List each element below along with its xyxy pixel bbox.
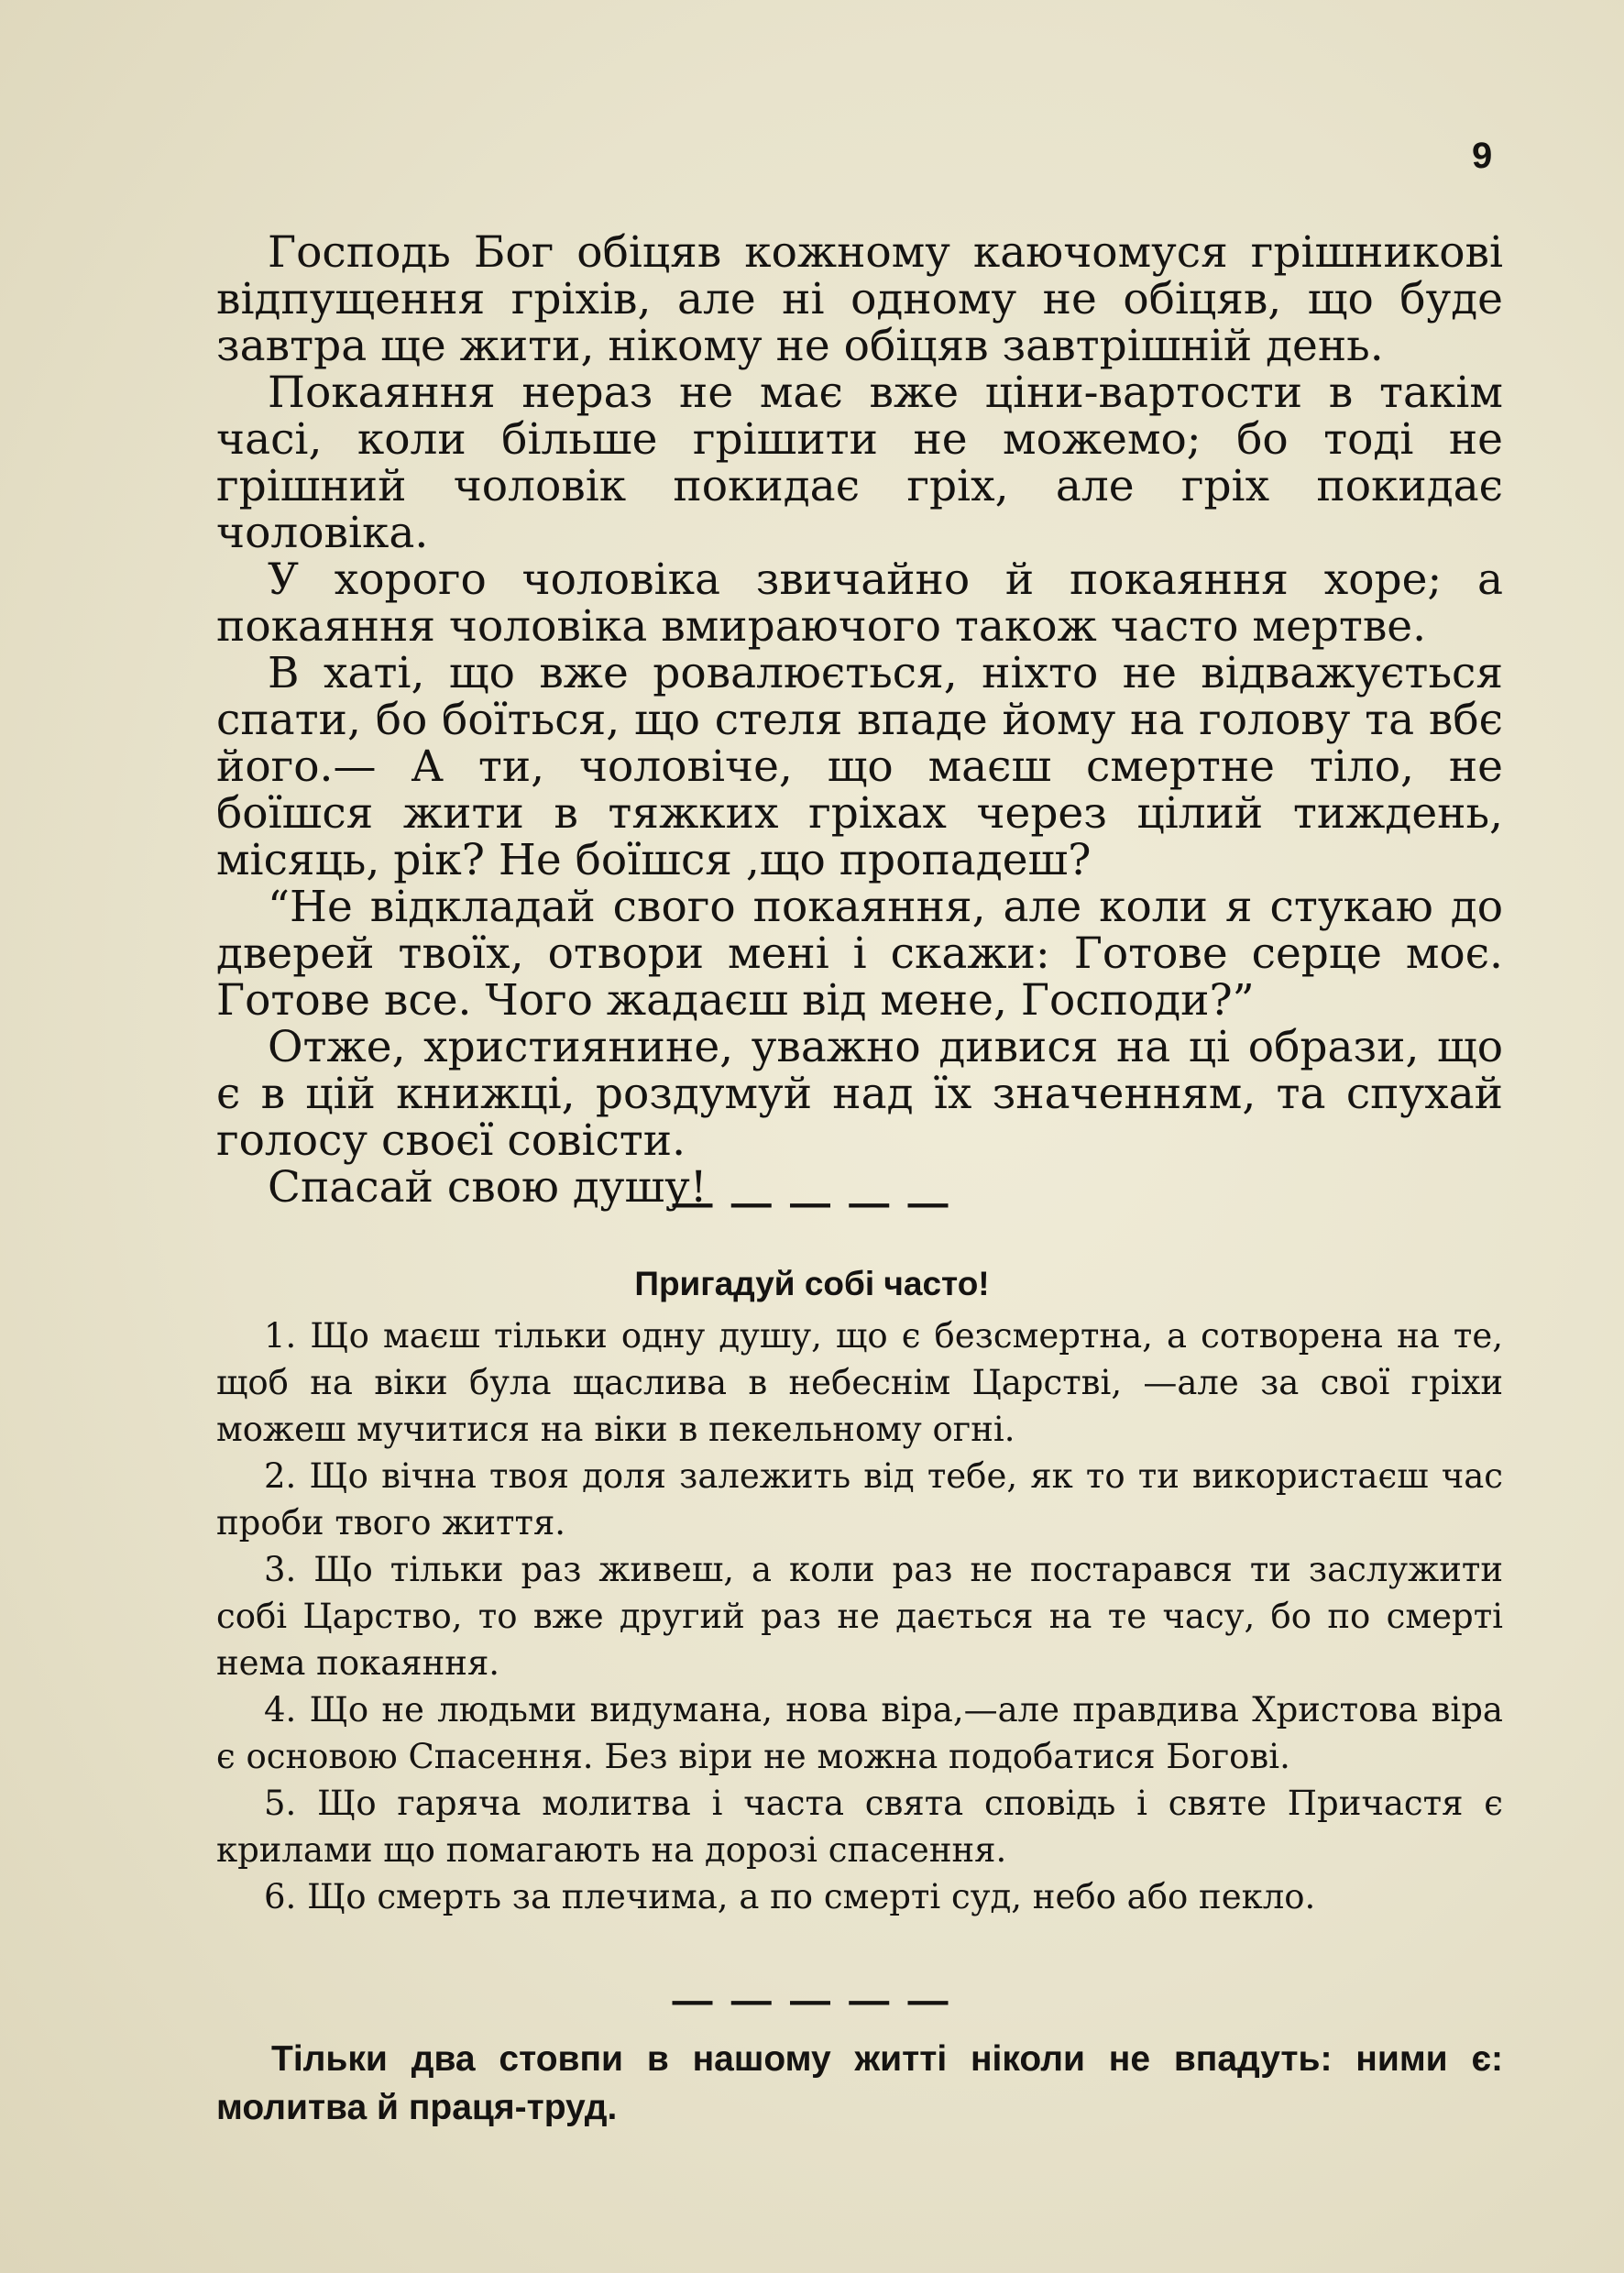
list-item: 6. Що смерть за плечима, а по смерті суд, небо або пекло. xyxy=(264,1877,1316,1916)
section-heading: Пригадуй собі часто! xyxy=(634,1265,990,1302)
paragraph: Покаяння нераз не має вже ціни-вартости в такім часі, коли більше грішити не можемо; бо тоді не грішний чоловік покидає гріх, але гріх покидає чоловіка. xyxy=(216,368,1503,558)
list-item: 3. Що тільки раз живеш, а коли раз не постарався ти заслужити собі Царство, то вже другий раз не дається на те часу, бо по смерті нема покаяння. xyxy=(216,1550,1503,1683)
list-item: 2. Що вічна твоя доля залежить від тебе, як то ти використаєш час проби твого життя. xyxy=(216,1456,1503,1543)
paragraph: Отже, християнине, уважно дивися на ці образи, що є в цій книжці, роздумуй над їх значенням, та спухай голосу своєї совісти. xyxy=(216,1022,1503,1166)
paragraph: У хорого чоловіка звичайно й покаяння хоре; а покаяння чоловіка вмираючого також часто мертве. xyxy=(216,555,1503,652)
separator-line: — — — — — xyxy=(672,1180,952,1225)
closing-statement: Тільки два стовпи в нашому житті ніколи не впадуть: ними є: молитва й праця-труд. xyxy=(216,2039,1503,2127)
paragraph: Господь Бог обіцяв кожному каючомуся грішникові відпущення гріхів, але ні одному не обіцяв, що буде завтра ще жити, нікому не обіцяв завтрішній день. xyxy=(216,227,1503,371)
list-item: 5. Що гаряча молитва і часта свята сповідь і святе Причастя є крилами що помагають на дорозі спасення. xyxy=(216,1784,1503,1870)
paragraph: Спасай свою душу! xyxy=(268,1162,708,1213)
paragraph: “Не відкладай свого покаяння, але коли я стукаю до дверей твоїх, отвори мені і скажи: Готове серце моє. Готове все. Чого жадаєш від мене, Господи?” xyxy=(216,882,1503,1026)
paragraph: В хаті, що вже ровалюється, ніхто не відважується спати, бо боїться, що стеля впаде йому на голову та вбє його.— А ти, чоловіче, що маєш смертне тіло, не боїшся жити в тяжких гріхах через цілий тиждень, місяць, рік? Не боїшся ,що пропадеш? xyxy=(216,648,1503,885)
reminder-list xyxy=(216,1312,1503,1920)
list-item: 4. Що не людьми видумана, нова віра,—але правдива Христова віра є основою Спасення. Без віри не можна подобатися Богові. xyxy=(216,1690,1503,1776)
list-item: 1. Що маєш тільки одну душу, що є безсмертна, а сотворена на те, щоб на віки була щаслива в небеснім Царстві, —але за свої гріхи можеш мучитися на віки в пекельному огні. xyxy=(216,1316,1503,1449)
main-text xyxy=(216,229,1503,1211)
page-number: 9 xyxy=(1472,136,1493,176)
separator-line: — — — — — xyxy=(672,1978,952,2023)
